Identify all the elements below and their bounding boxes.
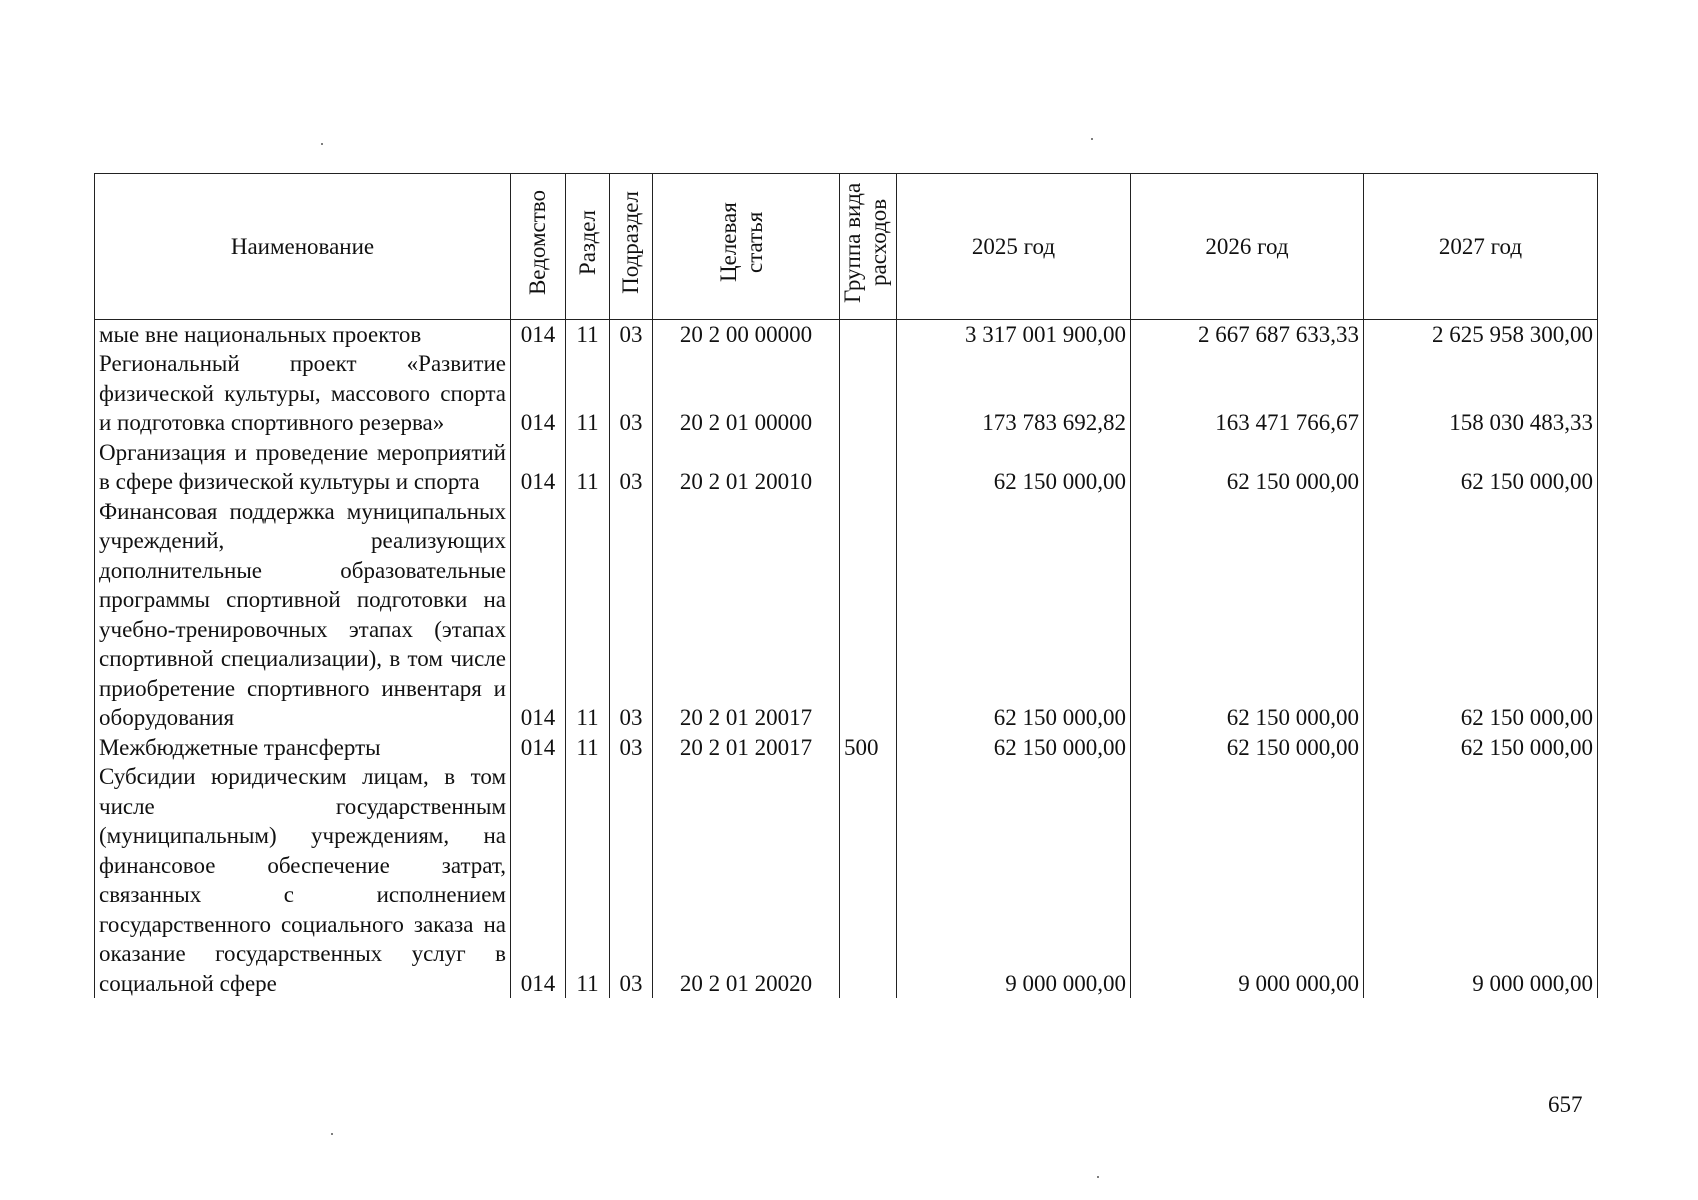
cell-name: Организация и проведение мероприятий в сфере физической культуры и спорта [95,438,511,497]
cell-y2027: 2 625 958 300,00 [1364,319,1598,349]
cell-section: 11 [566,438,610,497]
table-row [95,733,1598,763]
cell-y2025: 62 150 000,00 [897,733,1131,763]
cell-expense-group [840,497,897,733]
cell-y2025: 62 150 000,00 [897,438,1131,497]
header-2025-label: 2025 год [971,233,1056,259]
scan-speck [331,1133,333,1135]
cell-y2027: 9 000 000,00 [1364,762,1598,998]
header-section [566,174,610,320]
cell-y2026: 9 000 000,00 [1131,762,1364,998]
cell-target-item: 20 2 01 20017 [653,497,840,733]
cell-department: 014 [511,438,566,497]
cell-name: мые вне национальных проектов [95,319,511,349]
cell-department: 014 [511,733,566,763]
table-row [95,762,1598,998]
cell-y2027: 62 150 000,00 [1364,733,1598,763]
header-2025 [897,174,1131,320]
cell-subsection: 03 [610,733,653,763]
header-target-item [653,174,840,320]
cell-section: 11 [566,497,610,733]
cell-target-item: 20 2 01 20010 [653,438,840,497]
cell-subsection: 03 [610,762,653,998]
cell-section: 11 [566,349,610,438]
cell-target-item: 20 2 00 00000 [653,319,840,349]
cell-y2025: 9 000 000,00 [897,762,1131,998]
scan-speck [321,143,323,145]
header-expense-group-label: Группа вида расходов [840,182,891,303]
header-name [95,174,511,320]
header-subsection [610,174,653,320]
cell-department: 014 [511,497,566,733]
cell-department: 014 [511,762,566,998]
cell-y2026: 2 667 687 633,33 [1131,319,1364,349]
cell-y2026: 62 150 000,00 [1131,733,1364,763]
cell-name: Межбюджетные трансферты [95,733,511,763]
header-section-label: Раздел [574,209,600,276]
cell-target-item: 20 2 01 20017 [653,733,840,763]
budget-table [94,173,1598,998]
table-row [95,438,1598,497]
cell-expense-group [840,438,897,497]
cell-expense-group: 500 [840,733,897,763]
cell-name: Субсидии юридическим лицам, в том числе государственным (муниципальным) учреждениям, на финансовое обеспечение затрат, связанных с исполнением государственного социального заказа на оказание государственных услуг в социальной сфере [95,762,511,998]
cell-name: Финансовая поддержка муниципальных учреждений, реализующих дополнительные образовательные программы спортивной подготовки на учебно-тренировочных этапах (этапах спортивной специализации), в том числе приобретение спортивного инвентаря и оборудования [95,497,511,733]
cell-expense-group [840,762,897,998]
cell-y2027: 62 150 000,00 [1364,438,1598,497]
cell-y2025: 173 783 692,82 [897,349,1131,438]
header-2027 [1364,174,1598,320]
header-2026 [1131,174,1364,320]
cell-section: 11 [566,762,610,998]
header-target-item-label: Целевая статья [716,202,767,283]
cell-subsection: 03 [610,497,653,733]
scan-speck [1091,138,1093,140]
page-number: 657 [1548,1092,1583,1117]
cell-y2025: 62 150 000,00 [897,497,1131,733]
cell-name: Региональный проект «Развитие физической культуры, массового спорта и подготовка спортивного резерва» [95,349,511,438]
cell-department: 014 [511,319,566,349]
cell-y2027: 62 150 000,00 [1364,497,1598,733]
scan-speck [1097,1176,1099,1178]
header-2026-label: 2026 год [1205,233,1289,259]
header-2027-label: 2027 год [1438,233,1523,259]
cell-expense-group [840,349,897,438]
table-body [95,319,1598,998]
cell-y2026: 163 471 766,67 [1131,349,1364,438]
cell-subsection: 03 [610,319,653,349]
header-subsection-label: Подраздел [618,191,643,294]
cell-section: 11 [566,733,610,763]
cell-target-item: 20 2 01 00000 [653,349,840,438]
header-expense-group [840,174,897,320]
cell-y2026: 62 150 000,00 [1131,438,1364,497]
header-department [511,174,566,320]
table-row [95,319,1598,349]
cell-target-item: 20 2 01 20020 [653,762,840,998]
cell-subsection: 03 [610,438,653,497]
cell-y2027: 158 030 483,33 [1364,349,1598,438]
cell-section: 11 [566,319,610,349]
cell-expense-group [840,319,897,349]
table-row [95,497,1598,733]
header-name-label: Наименование [230,233,375,259]
cell-y2025: 3 317 001 900,00 [897,319,1131,349]
table-header-row [95,174,1598,320]
table-row [95,349,1598,438]
header-department-label: Ведомство [525,189,550,296]
cell-y2026: 62 150 000,00 [1131,497,1364,733]
cell-subsection: 03 [610,349,653,438]
cell-department: 014 [511,349,566,438]
